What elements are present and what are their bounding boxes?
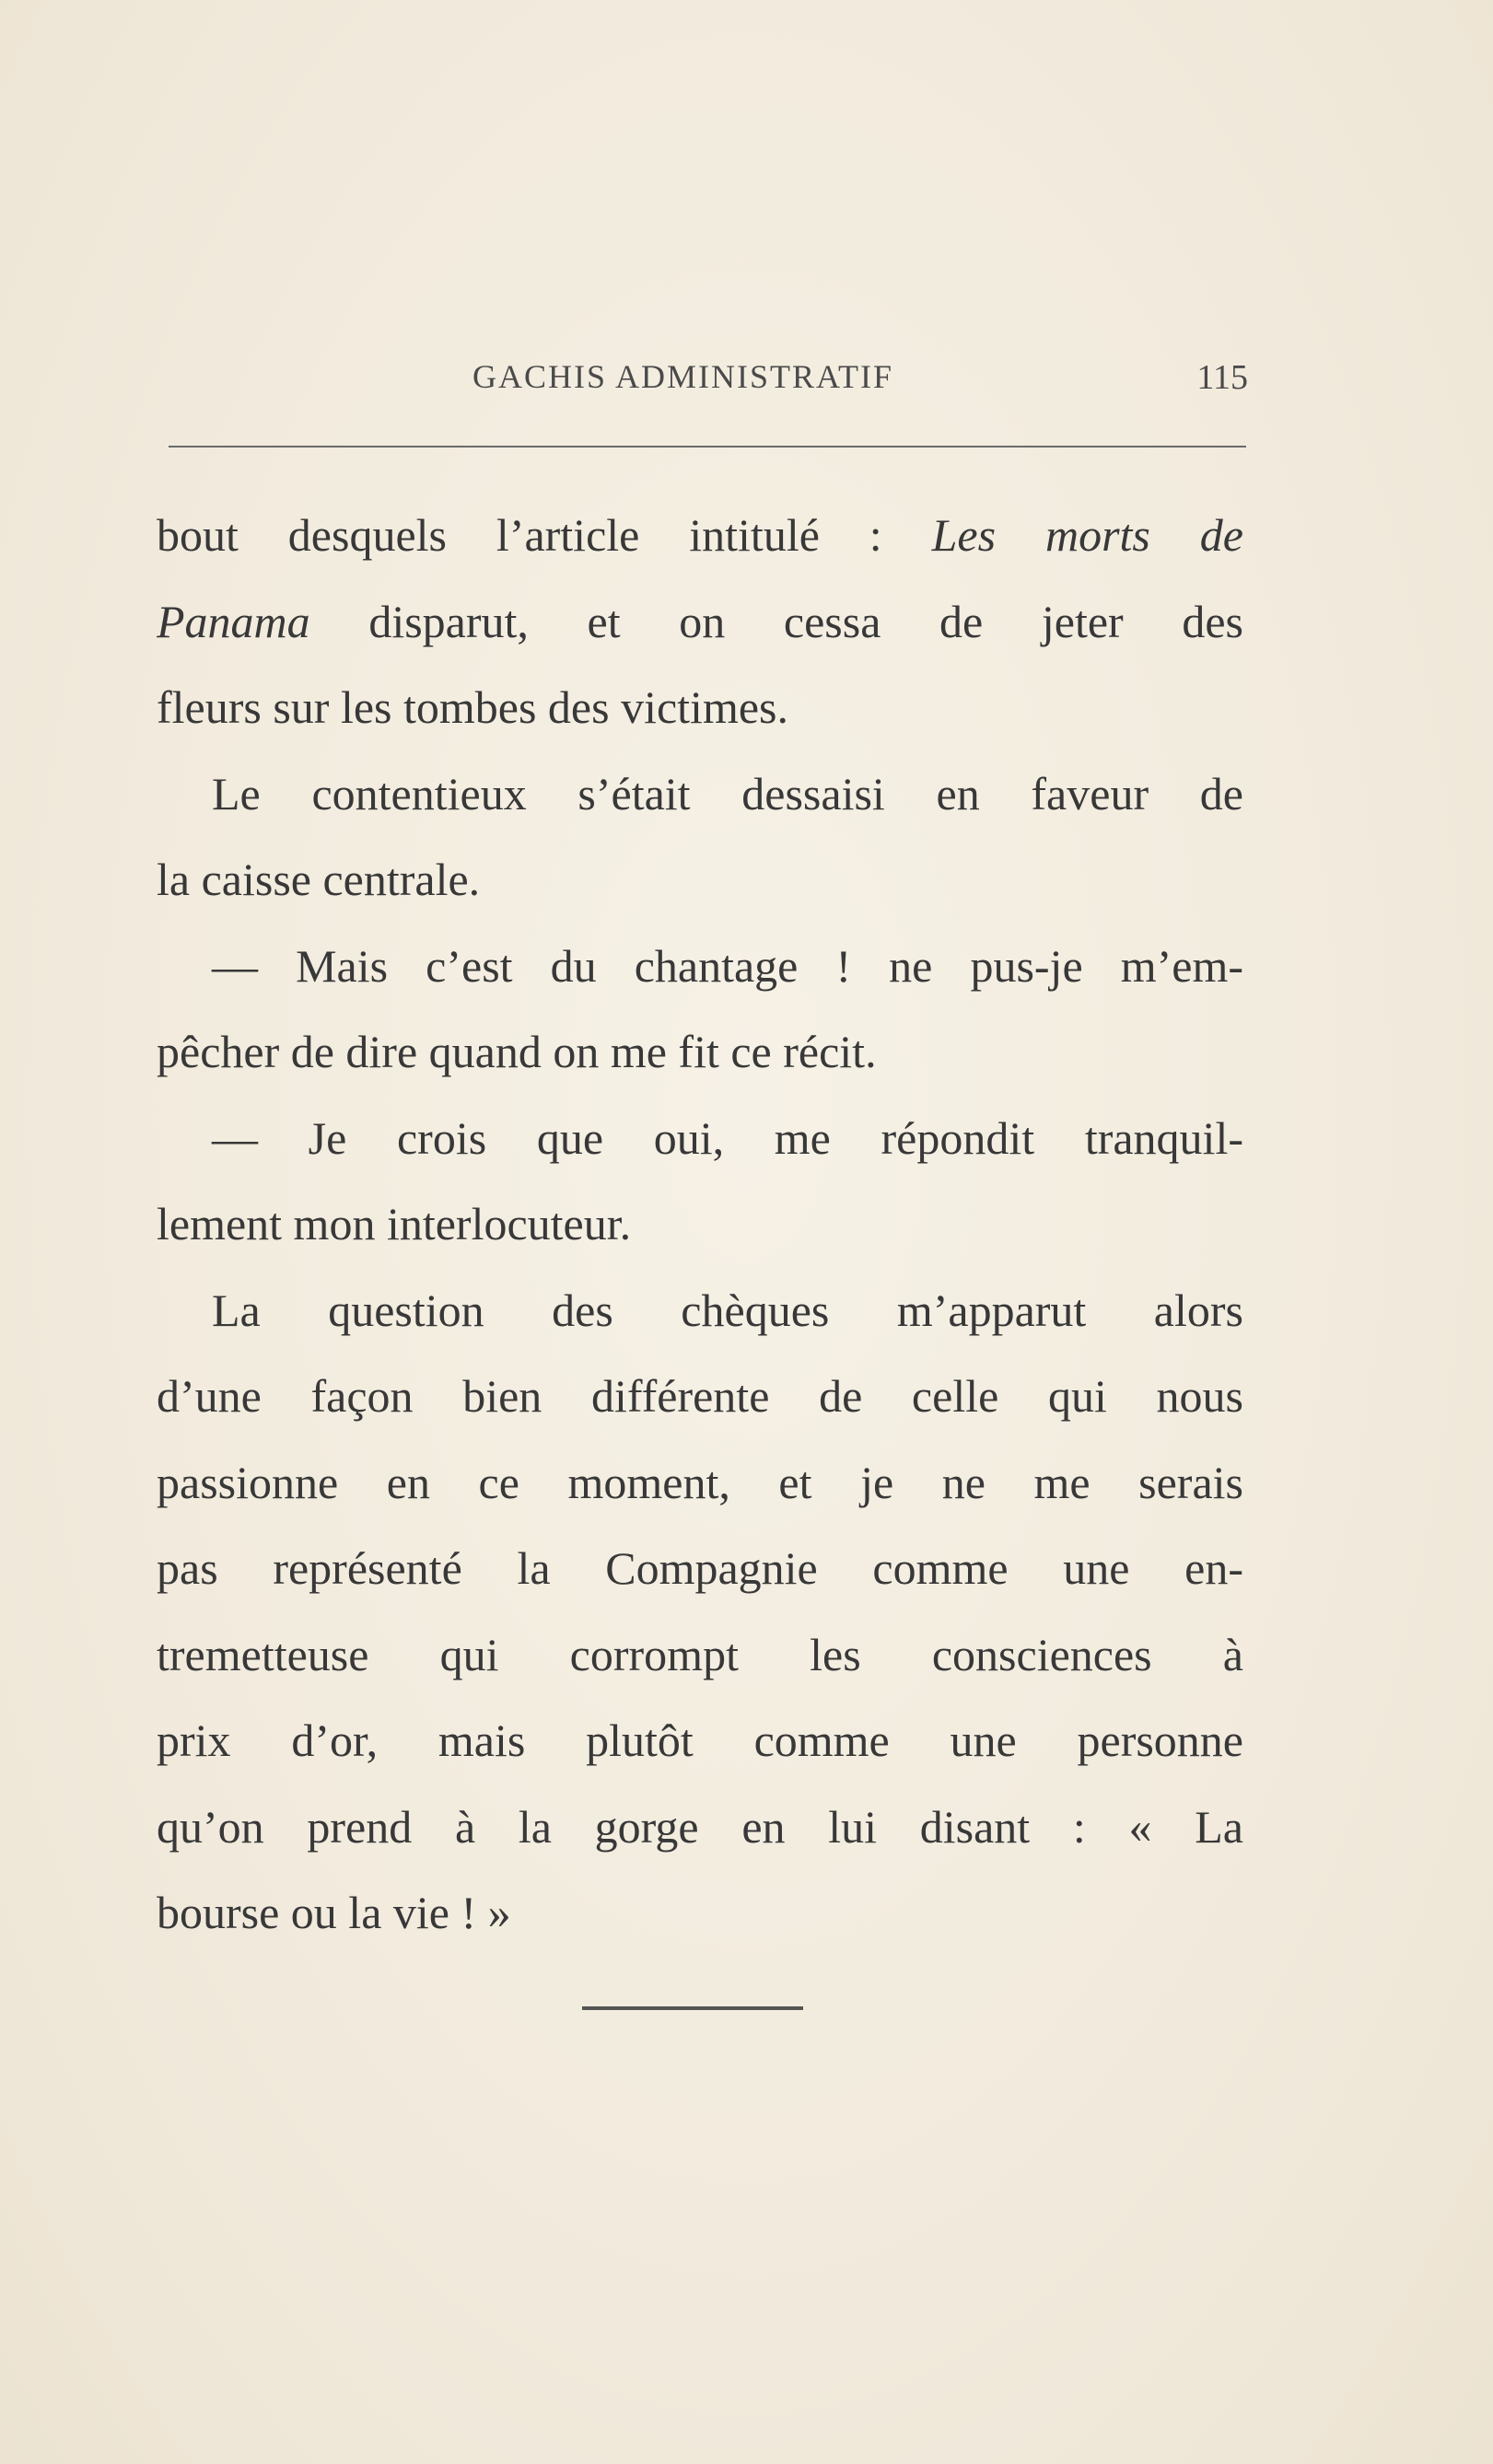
header-rule [169, 446, 1246, 447]
end-rule [582, 2006, 803, 2010]
text-line: d’une façon bien différente de celle qui nous [157, 1370, 1243, 1422]
text-line: prix d’or, mais plutôt comme une personne [157, 1714, 1243, 1766]
body-text [157, 493, 1243, 1957]
text-line: lement mon interlocuteur. [157, 1198, 632, 1249]
text-line: fleurs sur les tombes des victimes. [157, 681, 788, 733]
text-line: La question des chèques m’apparut alors [212, 1284, 1243, 1336]
running-head [166, 357, 1248, 403]
text-line: Panama disparut, et on cessa de jeter des [157, 595, 1243, 647]
text-line: — Je crois que oui, me répondit tranquil- [212, 1111, 1243, 1164]
text-line: bourse ou la vie ! » [157, 1887, 511, 1938]
text-line: qu’on prend à la gorge en lui disant : « La [157, 1800, 1243, 1853]
text-line: — Mais c’est du chantage ! ne pus-je m’em- [212, 939, 1243, 992]
italic-title-part: Panama [157, 595, 310, 647]
text-line: bout desquels l’article intitulé : Les morts de [157, 509, 1243, 561]
text-line: pas représenté la Compagnie comme une en- [157, 1542, 1243, 1594]
running-title: GACHIS ADMINISTRATIF [472, 358, 894, 395]
text-line: tremetteuse qui corrompt les consciences à [157, 1628, 1243, 1680]
text-line: pêcher de dire quand on me fit ce récit. [157, 1026, 877, 1077]
text-line: passionne en ce moment, et je ne me serais [157, 1456, 1243, 1508]
page-number: 115 [1196, 358, 1248, 397]
text-line: Le contentieux s’était dessaisi en faveur de [212, 767, 1243, 819]
italic-title-part: Les morts de [931, 509, 1243, 561]
text-line: la caisse centrale. [157, 854, 481, 905]
